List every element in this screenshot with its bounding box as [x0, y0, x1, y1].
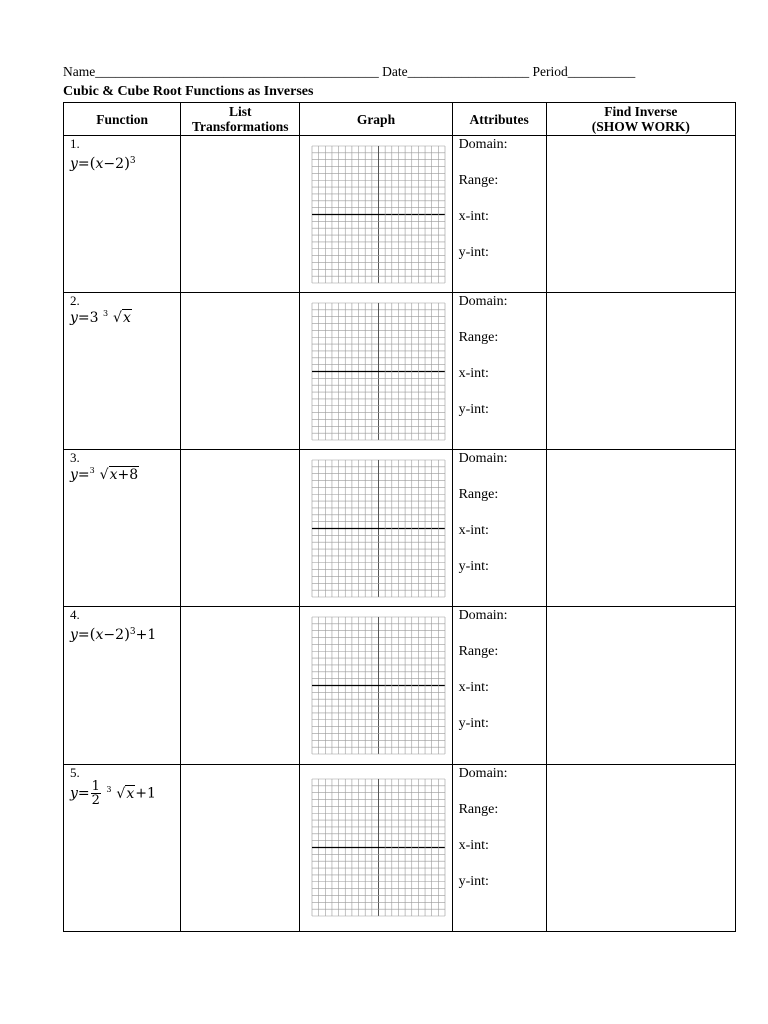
function-cell [64, 293, 181, 450]
graph-cell[interactable] [300, 765, 452, 932]
student-info-line [63, 64, 735, 80]
x-intercept-label: x-int: [458, 209, 489, 224]
y-intercept-label: y-int: [458, 716, 489, 731]
col-header-attributes: Attributes [452, 103, 546, 136]
graph-cell[interactable] [300, 136, 452, 293]
attributes-cell[interactable] [452, 607, 546, 765]
name-blank[interactable]: __________________________________________ [95, 64, 379, 79]
function-cell [64, 450, 181, 607]
transformations-cell[interactable] [181, 607, 300, 765]
problem-number: 2. [70, 293, 80, 308]
function-cell [64, 765, 181, 932]
function-cell [64, 136, 181, 293]
domain-label: Domain: [458, 294, 508, 309]
col-header-inverse [546, 103, 735, 136]
inverse-cell[interactable] [546, 765, 735, 932]
transformations-cell[interactable] [181, 450, 300, 607]
attributes-cell[interactable] [452, 136, 546, 293]
col-header-transformations-line1: List [229, 104, 252, 119]
attributes-cell[interactable] [452, 765, 546, 932]
table-row [64, 293, 736, 450]
table-row [64, 136, 736, 293]
coordinate-grid[interactable] [311, 459, 446, 599]
domain-label: Domain: [458, 608, 508, 623]
x-intercept-label: x-int: [458, 680, 489, 695]
problem-equation: y= 3 √x+8 [70, 466, 139, 483]
inverse-cell[interactable] [546, 293, 735, 450]
coordinate-grid[interactable] [311, 778, 446, 918]
transformations-cell[interactable] [181, 293, 300, 450]
date-blank[interactable]: __________________ [407, 64, 530, 79]
coordinate-grid[interactable] [311, 302, 446, 442]
range-label: Range: [458, 644, 499, 659]
graph-cell[interactable] [300, 607, 452, 765]
inverse-cell[interactable] [546, 136, 735, 293]
transformations-cell[interactable] [181, 765, 300, 932]
table-row [64, 450, 736, 607]
attributes-cell[interactable] [452, 293, 546, 450]
y-intercept-label: y-int: [458, 874, 489, 889]
graph-cell[interactable] [300, 450, 452, 607]
problem-equation: y=3 3 √x [70, 309, 131, 326]
graph-cell[interactable] [300, 293, 452, 450]
range-label: Range: [458, 802, 499, 817]
range-label: Range: [458, 173, 499, 188]
problem-number: 3. [70, 450, 80, 465]
x-intercept-label: x-int: [458, 366, 489, 381]
range-label: Range: [458, 487, 499, 502]
problem-equation: y= $\frac{1}{2}$ 3 √x+1 [70, 779, 156, 808]
problem-number: 1. [70, 136, 80, 151]
worksheet-title: Cubic & Cube Root Functions as Inverses [63, 84, 314, 99]
col-header-graph: Graph [300, 103, 452, 136]
attributes-cell[interactable] [452, 450, 546, 607]
y-intercept-label: y-int: [458, 245, 489, 260]
table-row [64, 607, 736, 765]
table-row [64, 765, 736, 932]
x-intercept-label: x-int: [458, 523, 489, 538]
period-label: Period [529, 64, 568, 79]
problem-equation: $y=(x-2)^3$ [70, 154, 136, 172]
table-header-row [64, 103, 736, 136]
domain-label: Domain: [458, 451, 508, 466]
col-header-inverse-line2: (SHOW WORK) [591, 119, 690, 134]
col-header-transformations [181, 103, 300, 136]
worksheet-table [63, 102, 736, 932]
y-intercept-label: y-int: [458, 402, 489, 417]
col-header-inverse-line1: Find Inverse [604, 104, 678, 119]
domain-label: Domain: [458, 137, 508, 152]
name-label: Name [63, 64, 96, 79]
date-label: Date [378, 64, 408, 79]
domain-label: Domain: [458, 766, 508, 781]
inverse-cell[interactable] [546, 450, 735, 607]
inverse-cell[interactable] [546, 607, 735, 765]
coordinate-grid[interactable] [311, 145, 446, 285]
problem-equation: $y=(x-2)^3+1$ [70, 625, 157, 643]
period-blank[interactable]: __________ [567, 64, 636, 79]
range-label: Range: [458, 330, 499, 345]
transformations-cell[interactable] [181, 136, 300, 293]
y-intercept-label: y-int: [458, 559, 489, 574]
function-cell [64, 607, 181, 765]
problem-number: 4. [70, 607, 80, 622]
problem-number: 5. [70, 765, 80, 780]
col-header-function: Function [64, 103, 181, 136]
coordinate-grid[interactable] [311, 616, 446, 756]
col-header-transformations-line2: Transformations [192, 119, 289, 134]
x-intercept-label: x-int: [458, 838, 489, 853]
